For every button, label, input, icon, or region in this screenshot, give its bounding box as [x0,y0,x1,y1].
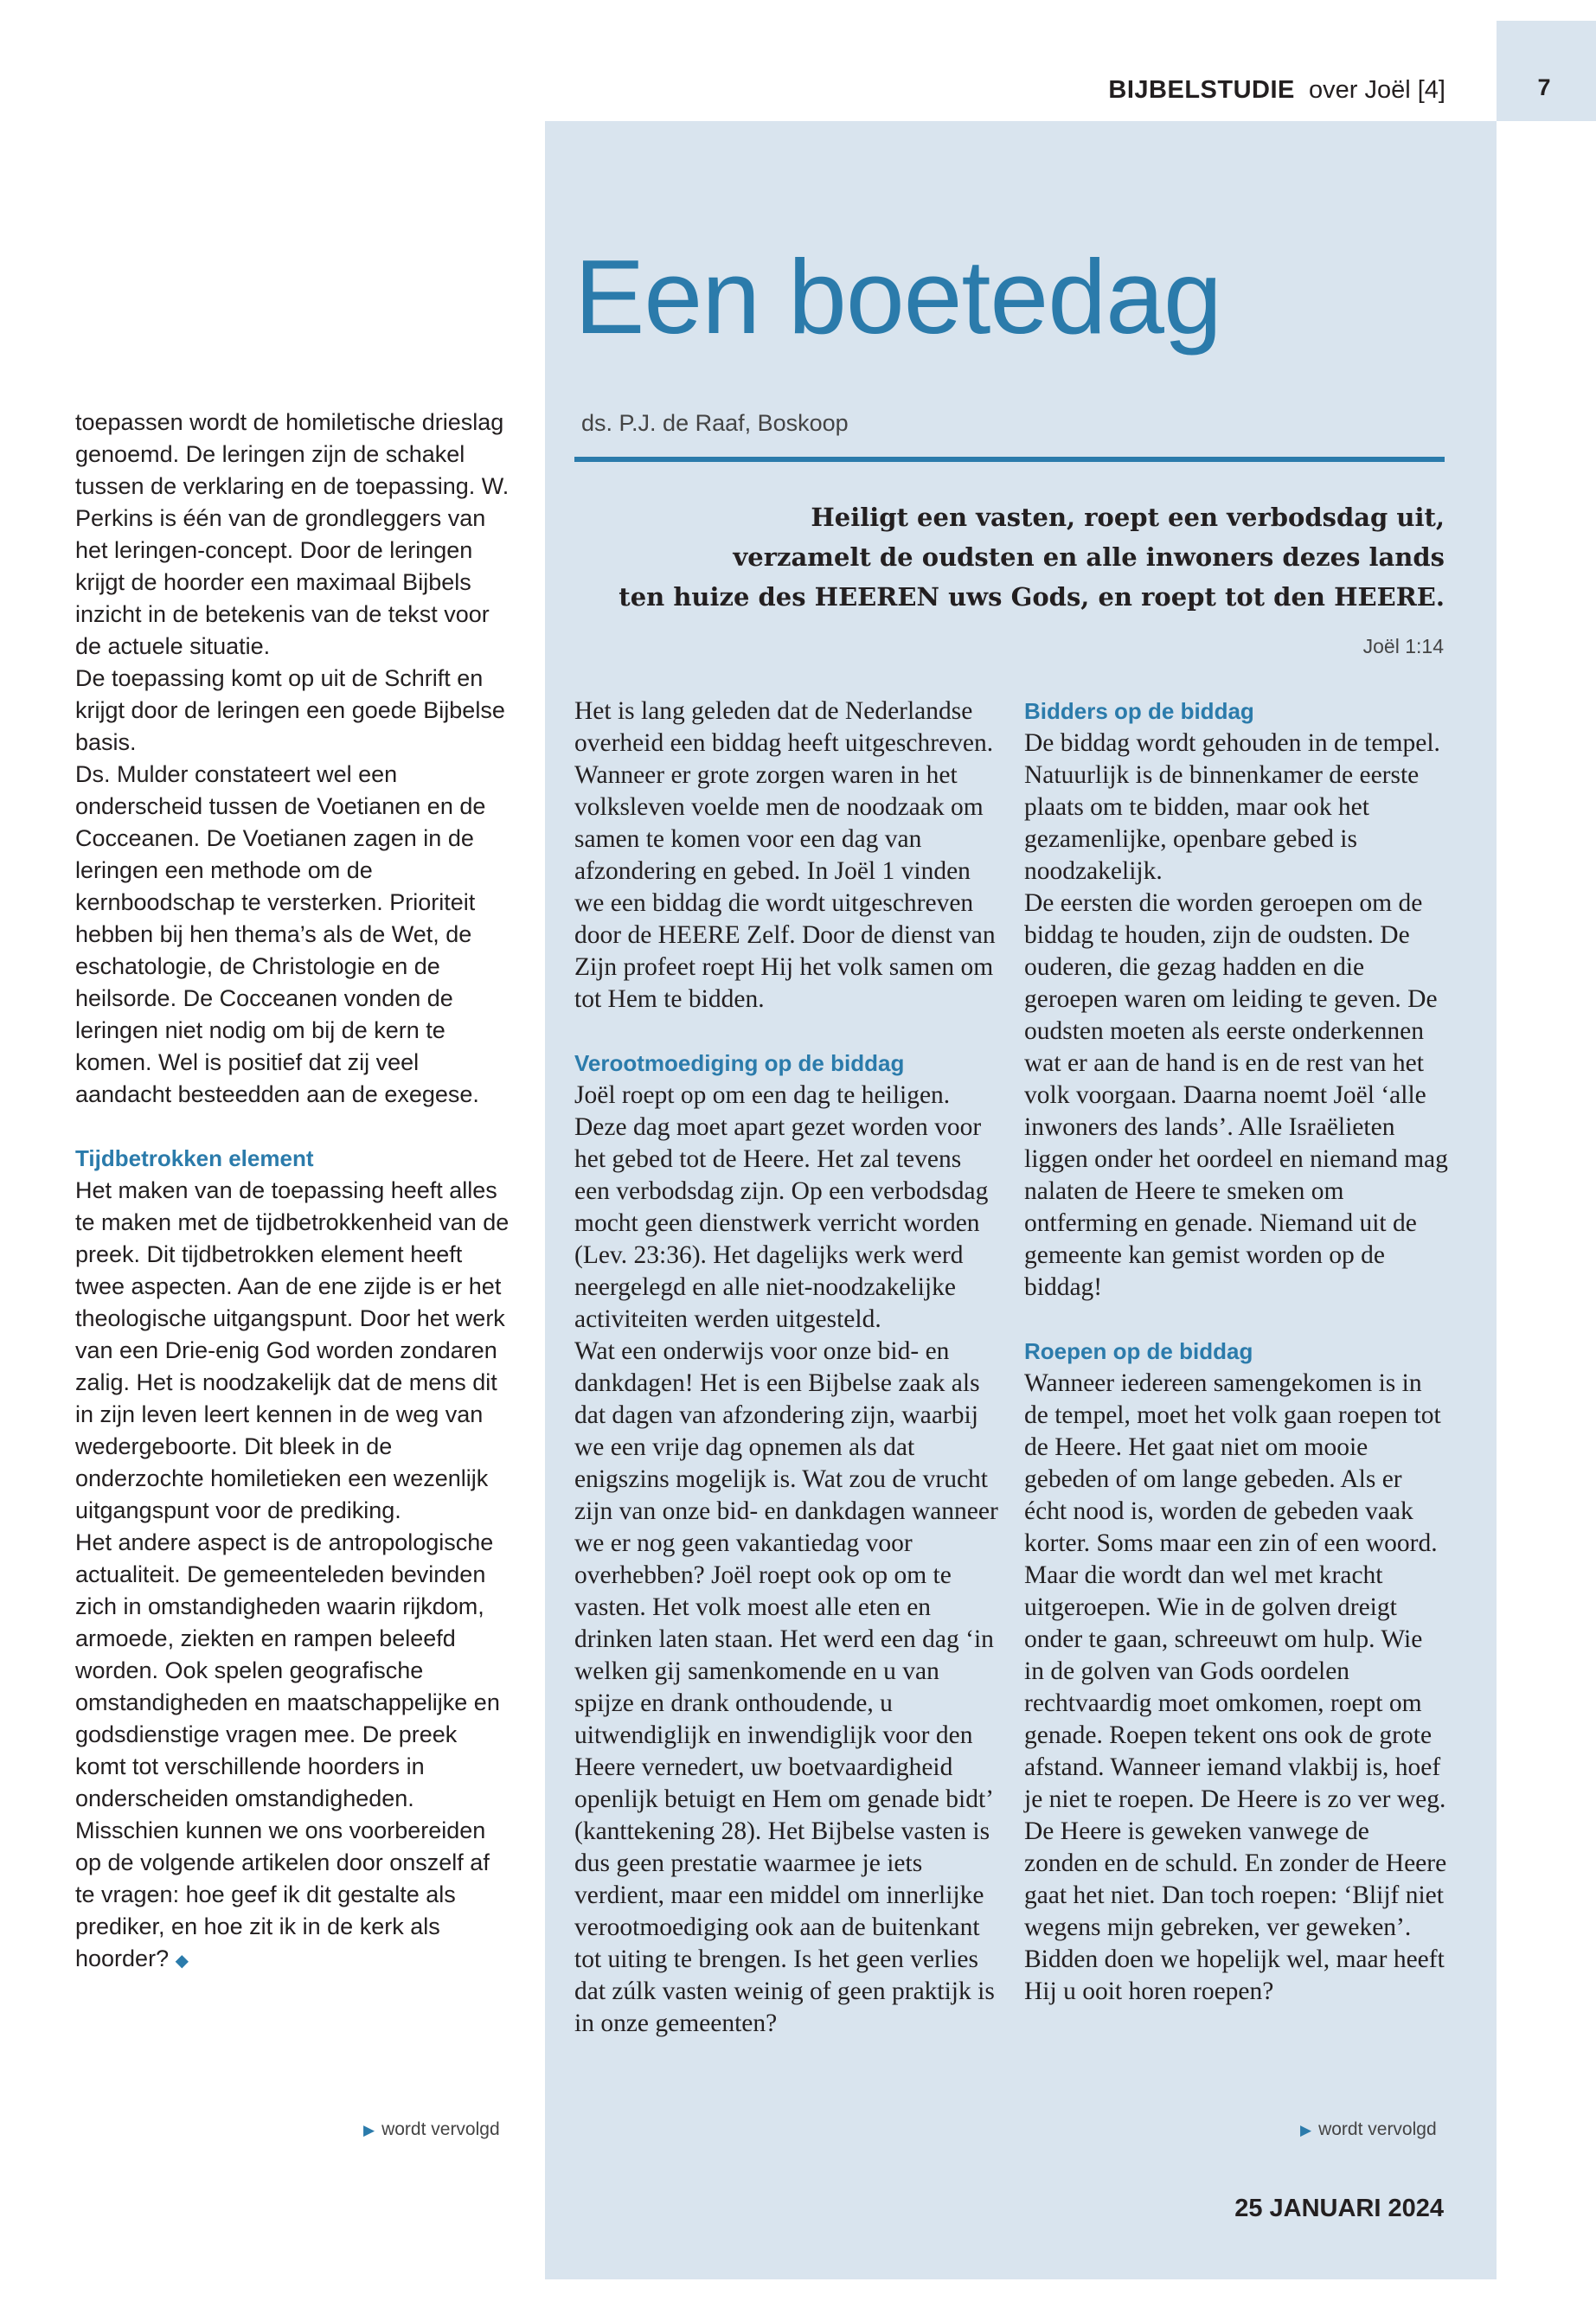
paragraph: Het maken van de toepassing heeft alles te maken met de tijdbetrokkenheid van de preek. Dit tijdbetrokken element heeft twee aspecten. Aan de ene zijde is er het theologische uitgangspunt. Door het werk van een Drie-enig God worden zondaren zalig. Het is noodzakelijk dat de mens dit in zijn leven leert kennen in de weg van wedergeboorte. Dit bleek in de onderzochte homiletieken een wezenlijk uitgangspunt voor de prediking. [75,1177,510,1523]
paragraph: Wat een onderwijs voor onze bid- en dankdagen! Het is een Bijbelse zaak als dat dagen van afzondering zijn, waarbij we een vrije dag opnemen als dat enigszins mogelijk is. Wat zou de vrucht zijn van onze bid- en dankdagen wanneer we er nog geen vakantiedag voor overhebben? Joël roept ook op om te vasten. Het volk moest alle eten en drinken laten staan. Het werd een dag ‘in welken gij samenkomende en u van spijze en drank onthoudende, u uitwendiglijk en inwendiglijk voor den Heere vernedert, uw boetvaardigheid openlijk betuigt en Hem om genade bidt’ (kanttekening 28). Het Bijbelse vasten is dus geen prestatie waarmee je iets verdient, maar een middel om innerlijke verootmoediging ook aan de buitenkant tot uiting te brengen. Is het geen verlies dat zúlk vasten weinig of geen praktijk is in onze gemeenten? [574,1337,998,2037]
paragraph: De biddag wordt gehouden in de tempel. Natuurlijk is de binnenkamer de eerste plaats om te bidden, maar ook het gezamenlijke, openbare gebed is noodzakelijk. [1024,729,1440,885]
continued-label: wordt vervolgd [1318,2119,1437,2139]
paragraph: Ds. Mulder constateert wel een onderscheid tussen de Voetianen en de Cocceanen. De Voetianen zagen in de leringen een methode om de kernboodschap te versterken. Prioriteit hebben bij hen thema’s als de Wet, de eschatologie, de Christologie en de heilsorde. De Cocceanen vonden de leringen niet nodig om bij de kern te komen. Wel is positief dat zij veel aandacht besteedden aan de exegese. [75,761,486,1107]
middle-column [574,695,998,2040]
continued-note-right [1300,2119,1437,2140]
paragraph [75,1815,512,1977]
section-heading: Tijdbetrokken element [75,1145,314,1171]
paragraph: toepassen wordt de homiletische drieslag genoemd. De leringen zijn de schakel tussen de verklaring en de toepassing. W. Perkins is één van de grondleggers van het leringen-concept. Door de leringen krijgt de hoorder een maximaal Bijbels inzicht in de betekenis van de tekst voor de actuele situatie. [75,409,510,659]
quote-line: verzamelt de oudsten en alle inwoners dezes lands [733,542,1445,572]
right-column [1024,695,1448,2008]
page-number: 7 [1537,74,1551,100]
paragraph: Het is lang geleden dat de Nederlandse overheid een biddag heeft uitgeschreven. Wanneer er grote zorgen waren in het volksleven voelde men de noodzaak om samen te komen voor een dag van afzondering en gebed. In Joël 1 vinden we een biddag die wordt uitgeschreven door de HEERE Zelf. Door de dienst van Zijn profeet roept Hij het volk samen om tot Hem te bidden. [574,697,996,1013]
paragraph: De toepassing komt op uit de Schrift en krijgt door de leringen een goede Bijbelse basis. [75,665,505,755]
paragraph: Wanneer iedereen samengekomen is in de tempel, moet het volk gaan roepen tot de Heere. Het gaat niet om mooie gebeden of om lange gebeden. Als er écht nood is, worden de gebeden vaak korter. Soms maar een zin of een woord. Maar die wordt dan wel met kracht uitgeroepen. Wie in de golven dreigt onder te gaan, schreeuwt om hulp. Wie in de golven van Gods oordelen rechtvaardig moet omkomen, roept om genade. Roepen tekent ons ook de grote afstand. Wanneer iemand vlakbij is, hoef je niet te roepen. De Heere is zo ver weg. De Heere is geweken vanwege de zonden en de schuld. En zonder de Heere gaat het niet. Dan toch roepen: ‘Blijf niet wegens mijn gebreken, ver geweken’. Bidden doen we hopelijk wel, maar heeft Hij u ooit horen roepen? [1024,1369,1447,2005]
title-divider [574,457,1445,462]
section-heading: Roepen op de biddag [1024,1338,1253,1364]
quote-line: ten huize des HEEREN uws Gods, en roept tot den HEERE. [619,582,1445,612]
paragraph: Het andere aspect is de antropologische actualiteit. De gemeenteleden bevinden zich in omstandigheden waarin rijkdom, armoede, ziekten en rampen beleefd worden. Ook spelen geografische omstandigheden en maatschappelijke en godsdienstige vragen mee. De preek komt tot verschillende hoorders in onderscheiden omstandigheden. [75,1529,500,1811]
scripture-quote [574,497,1445,617]
paragraph: Joël roept op om een dag te heiligen. Deze dag moet apart gezet worden voor het gebed tot de Heere. Het zal tevens een verbodsdag zijn. Op een verbodsdag mocht geen dienstwerk verricht worden (Lev. 23:36). Het dagelijks werk werd neergelegd en alle niet-noodzakelijke activiteiten werden uitgesteld. [574,1081,989,1333]
page-number-tab [1497,21,1596,121]
continued-note-left [363,2119,500,2140]
article-title: Een boetedag [574,238,1221,356]
section-heading: Verootmoediging op de biddag [574,1050,905,1076]
quote-line: Heiligt een vasten, roept een verbodsdag uit, [811,503,1445,532]
section-heading: Bidders op de biddag [1024,698,1254,724]
running-head [1108,76,1445,105]
article-author: ds. P.J. de Raaf, Boskoop [581,410,849,436]
end-of-article-mark: ◆ [175,1952,189,1971]
triangle-right-icon: ▶ [1300,2122,1312,2138]
quote-reference: Joël 1:14 [1362,635,1444,657]
issue-date: 25 JANUARI 2024 [1234,2195,1444,2222]
section-label: BIJBELSTUDIE [1108,76,1295,104]
triangle-right-icon: ▶ [363,2122,375,2138]
continued-label: wordt vervolgd [381,2119,500,2139]
left-column [75,407,512,1977]
paragraph: De eersten die worden geroepen om de biddag te houden, zijn de oudsten. De ouderen, die gezag hadden en die geroepen waren om leiding te geven. De oudsten moeten als eerste onderkennen wat er aan de hand is en de rest van het volk voorgaan. Daarna noemt Joël ‘alle inwoners des lands’. Alle Israëlieten liggen onder het oordeel en niemand mag nalaten de Heere te smeken om ontferming en genade. Niemand uit de gemeente kan gemist worden op de biddag! [1024,889,1448,1301]
section-subtitle: over Joël [4] [1309,76,1445,104]
paragraph-text: Misschien kunnen we ons voorbereiden op de volgende artikelen door onszelf af te vragen: hoe geef ik dit gestalte als prediker, en hoe zit ik in de kerk als hoorder? [75,1817,490,1971]
